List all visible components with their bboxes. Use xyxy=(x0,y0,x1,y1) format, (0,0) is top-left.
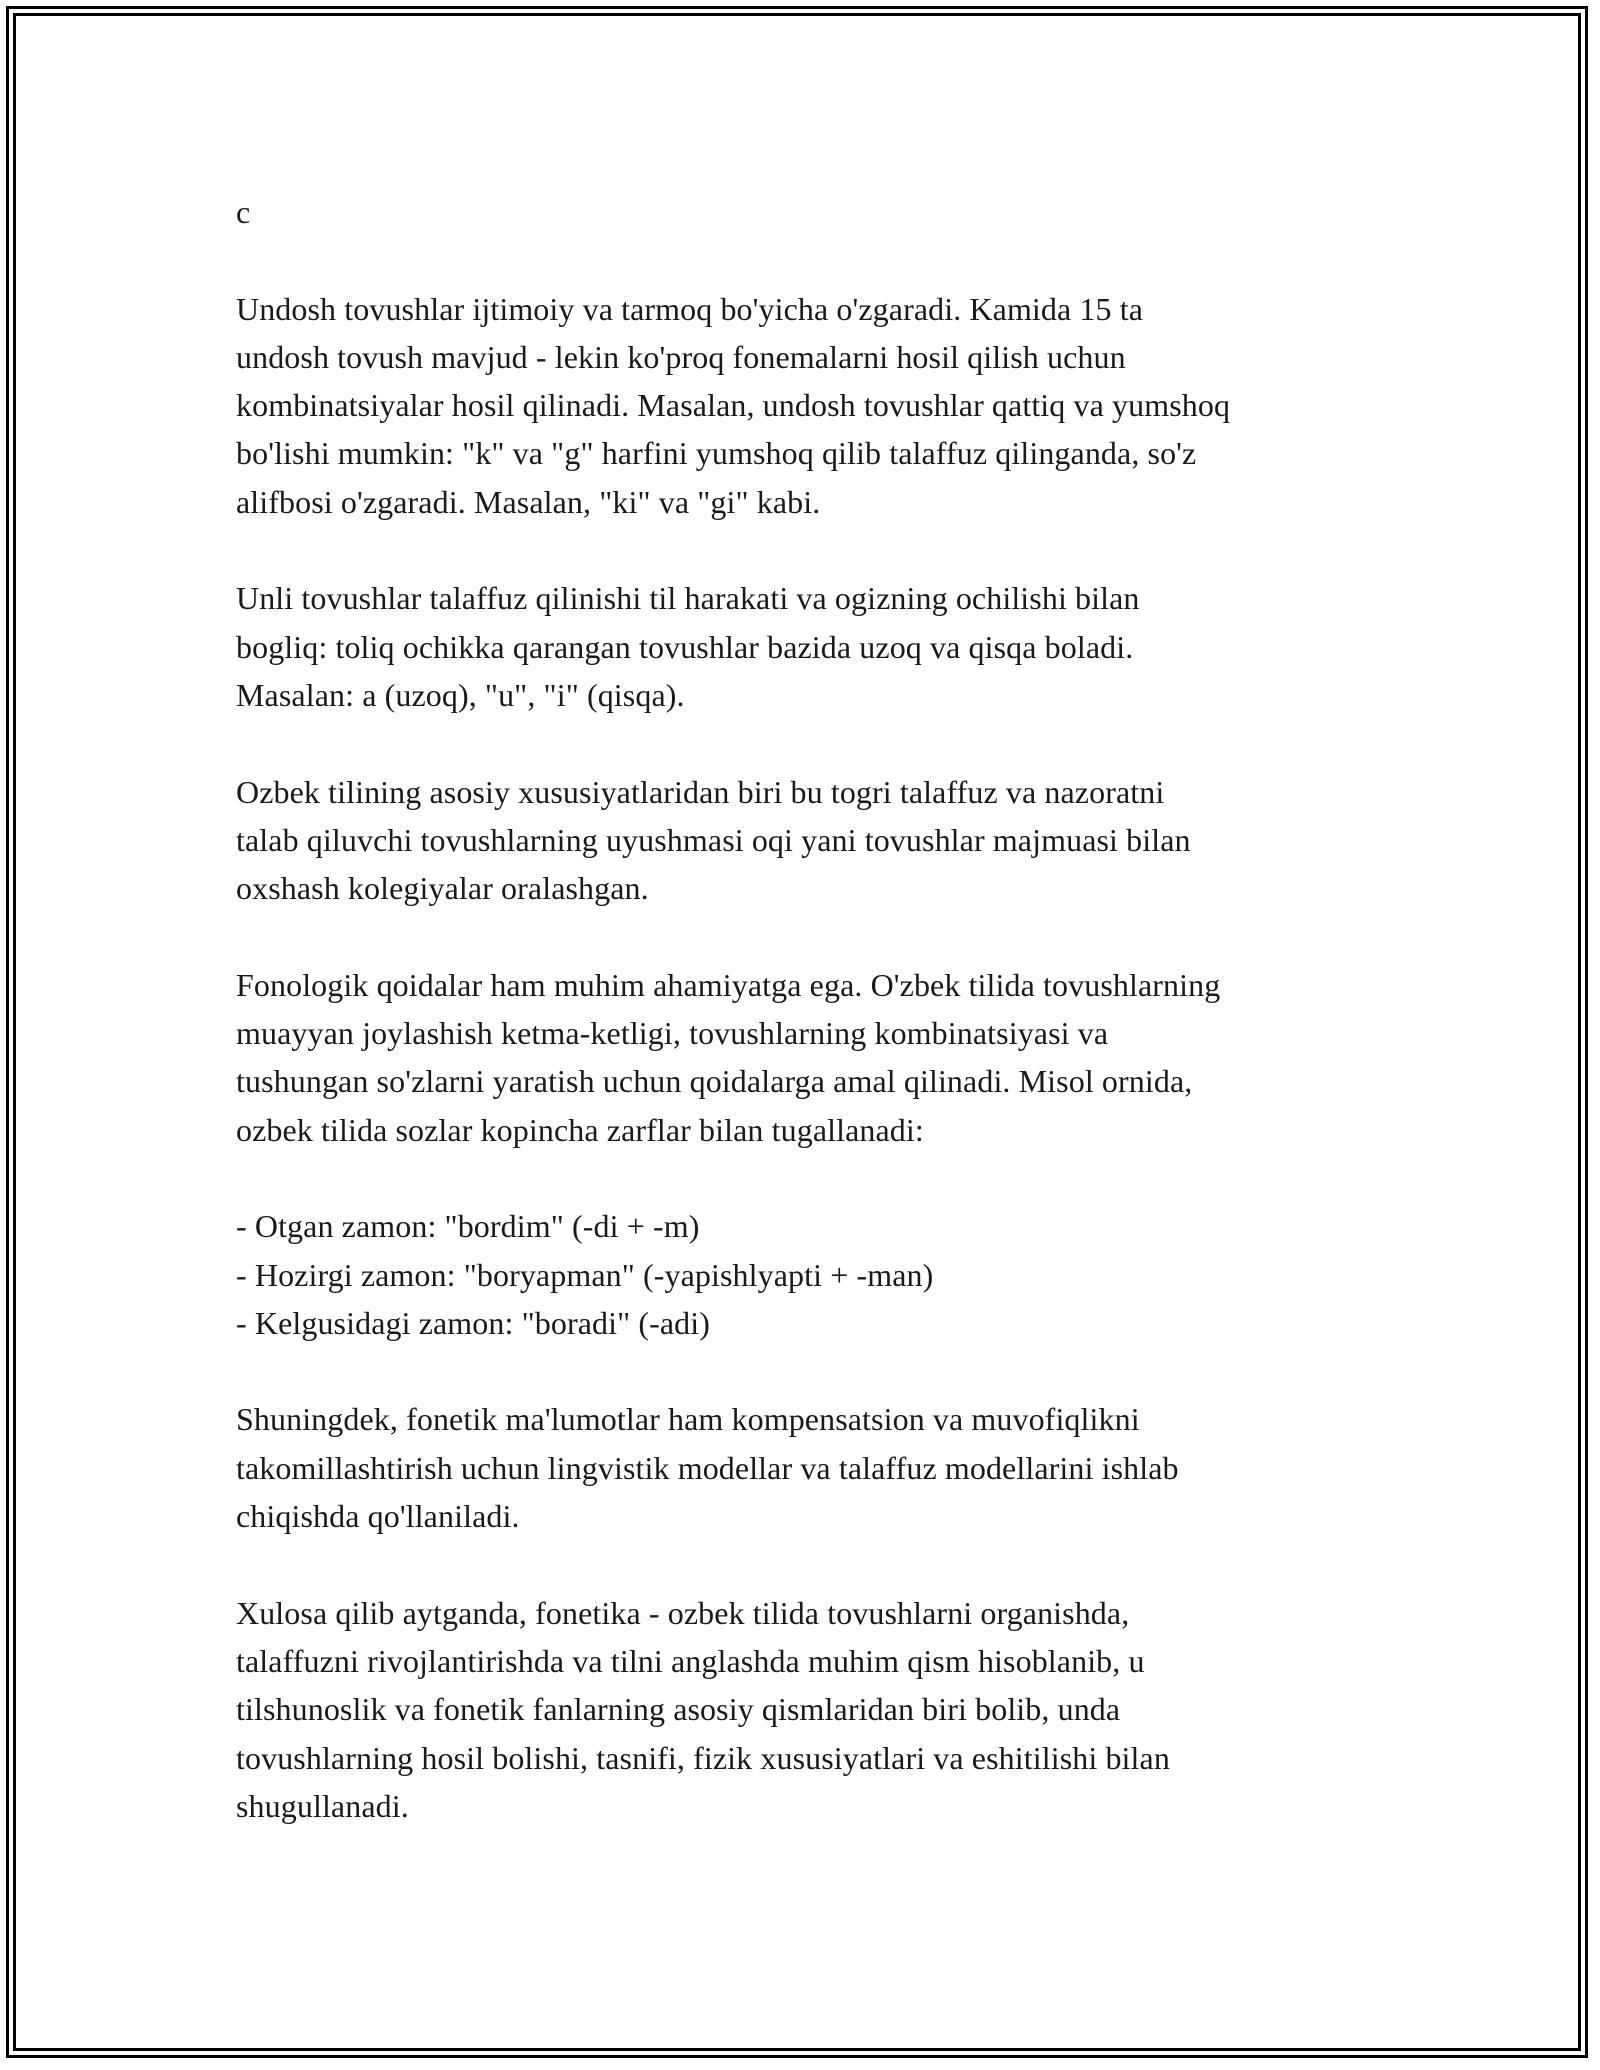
document-heading: c xyxy=(236,194,251,230)
paragraph-spacer xyxy=(236,912,1386,960)
paragraph-spacer xyxy=(236,1154,1386,1202)
paragraph-spacer xyxy=(236,526,1386,574)
paragraph-spacer xyxy=(236,1347,1386,1395)
document-body xyxy=(236,188,1386,1830)
paragraph-models: Shuningdek, fonetik ma'lumotlar ham kompensatsion va muvofiqlikni takomillashtirish uchun lingvistik modellar va talaffuz modellarini ishlab chiqishda qo'llaniladi. xyxy=(236,1401,1179,1535)
paragraph-spacer xyxy=(236,1540,1386,1588)
paragraph-consonants: Undosh tovushlar ijtimoiy va tarmoq bo'yicha o'zgaradi. Kamida 15 ta undosh tovush mavjud - lekin ko'proq fonemalarni hosil qilish uchun kombinatsiyalar hosil qilinadi. Masalan, undosh tovushlar qattiq va yumshoq bo'lishi mumkin: "k" va "g" harfini yumshoq qilib talaffuz qilinganda, so'z alifbosi o'zgaradi. Masalan, "ki" va "gi" kabi. xyxy=(236,290,1231,520)
paragraph-conclusion: Xulosa qilib aytganda, fonetika - ozbek tilida tovushlarni organishda, talaffuzni rivojlantirishda va tilni anglashda muhim qism hisoblanib, u tilshunoslik va fonetik fanlarning asosiy qismlaridan biri bolib, unda tovushlarning hosil bolishi, tasnifi, fizik xususiyatlari va eshitilishi bilan shugullanadi. xyxy=(236,1594,1170,1824)
paragraph-phonology: Fonologik qoidalar ham muhim ahamiyatga ega. O'zbek tilida tovushlarning muayyan joylashish ketma-ketligi, tovushlarning kombinatsiyasi va tushungan so'zlarni yaratish uchun qoidalarga amal qilinadi. Misol ornida, ozbek tilida sozlar kopincha zarflar bilan tugallanadi: xyxy=(236,966,1221,1148)
paragraph-features: Ozbek tilining asosiy xususiyatlaridan biri bu togri talaffuz va nazoratni talab qiluvchi tovushlarning uyushmasi oqi yani tovushlar majmuasi bilan oxshash kolegiyalar oralashgan. xyxy=(236,773,1191,907)
list-tense-examples: - Otgan zamon: "bordim" (-di + -m) - Hozirgi zamon: "boryapman" (-yapishlyapti + -man) - Kelgusidagi zamon: "boradi" (-adi) xyxy=(236,1208,934,1341)
paragraph-spacer xyxy=(236,719,1386,767)
paragraph-vowels: Unli tovushlar talaffuz qilinishi til harakati va ogizning ochilishi bilan bogliq: toliq ochikka qarangan tovushlar bazida uzoq va qisqa boladi. Masalan: a (uzoq), "u", "i" (qisqa). xyxy=(236,580,1140,713)
paragraph-spacer xyxy=(236,236,1386,284)
